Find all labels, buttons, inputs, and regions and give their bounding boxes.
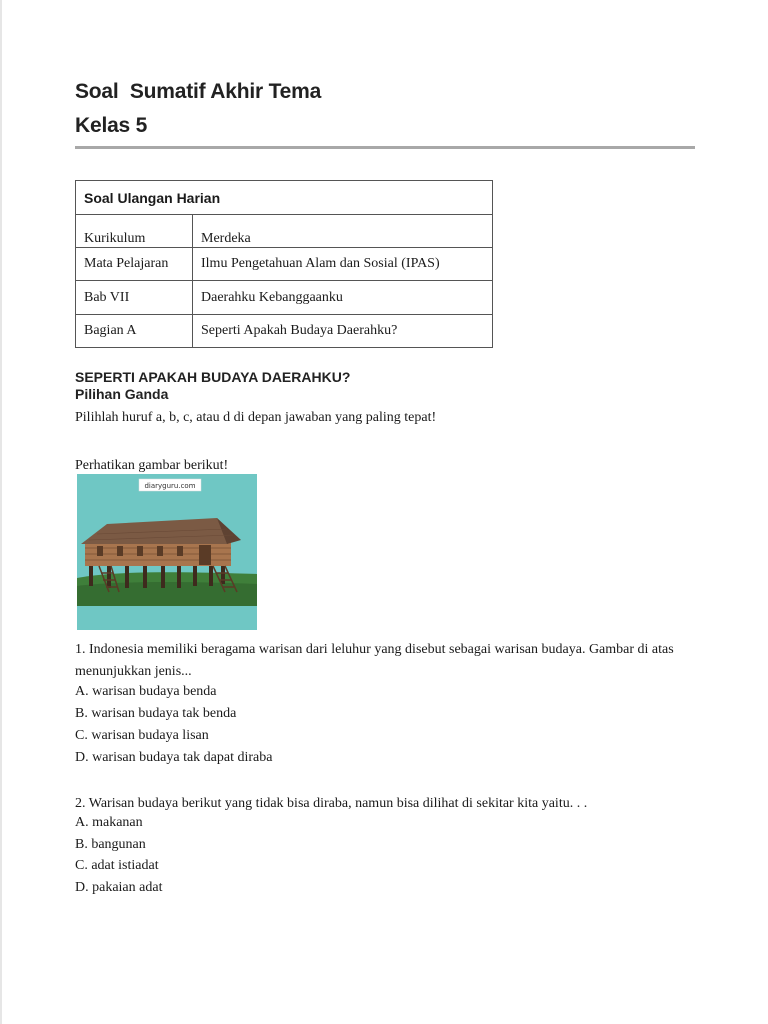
question-2-option-d: D. pakaian adat (75, 880, 163, 895)
question-1-text: 1. Indonesia memiliki beragama warisan dari leluhur yang disebut sebagai warisan budaya. Gambar di atas menunjukkan jenis... (75, 642, 674, 679)
info-value-bab: Daerahku Kebanggaanku (193, 281, 493, 315)
document-subtitle: Kelas 5 (75, 114, 148, 137)
document-title: Soal Sumatif Akhir Tema (75, 80, 322, 103)
info-table-row (76, 315, 493, 348)
page-edge (0, 0, 2, 1024)
info-label-kurikulum: Kurikulum (76, 215, 193, 248)
info-label-mata-pelajaran: Mata Pelajaran (76, 248, 193, 281)
info-value-mata-pelajaran: Ilmu Pengetahuan Alam dan Sosial (IPAS) (193, 248, 493, 281)
question-2-option-c: C. adat istiadat (75, 858, 159, 873)
traditional-house-image (77, 474, 257, 630)
info-table-row (76, 215, 493, 248)
instruction-text: Pilihlah huruf a, b, c, atau d di depan jawaban yang paling tepat! (75, 410, 437, 425)
question-1-option-b: B. warisan budaya tak benda (75, 706, 237, 721)
observe-prompt: Perhatikan gambar berikut! (75, 458, 229, 473)
question-2-text: 2. Warisan budaya berikut yang tidak bisa diraba, namun bisa dilihat di sekitar kita yaitu. . . (75, 796, 588, 811)
question-1-option-a: A. warisan budaya benda (75, 684, 217, 699)
section-subheading: Pilihan Ganda (75, 386, 169, 402)
info-table-row (76, 248, 493, 281)
info-table-row (76, 281, 493, 315)
info-label-bagian: Bagian A (76, 315, 193, 348)
info-table-header-row (76, 181, 493, 215)
question-2-option-b: B. bangunan (75, 837, 146, 852)
info-value-bagian: Seperti Apakah Budaya Daerahku? (193, 315, 493, 348)
info-value-kurikulum: Merdeka (193, 215, 493, 248)
question-1-option-d: D. warisan budaya tak dapat diraba (75, 750, 273, 765)
watermark-text: diaryguru.com (144, 482, 196, 490)
question-1-option-c: C. warisan budaya lisan (75, 728, 209, 743)
section-heading: SEPERTI APAKAH BUDAYA DAERAHKU? (75, 369, 351, 385)
question-2-option-a: A. makanan (75, 815, 143, 830)
info-label-bab: Bab VII (76, 281, 193, 315)
header-divider (75, 146, 695, 149)
info-table (75, 180, 493, 348)
info-table-heading: Soal Ulangan Harian (76, 181, 493, 215)
